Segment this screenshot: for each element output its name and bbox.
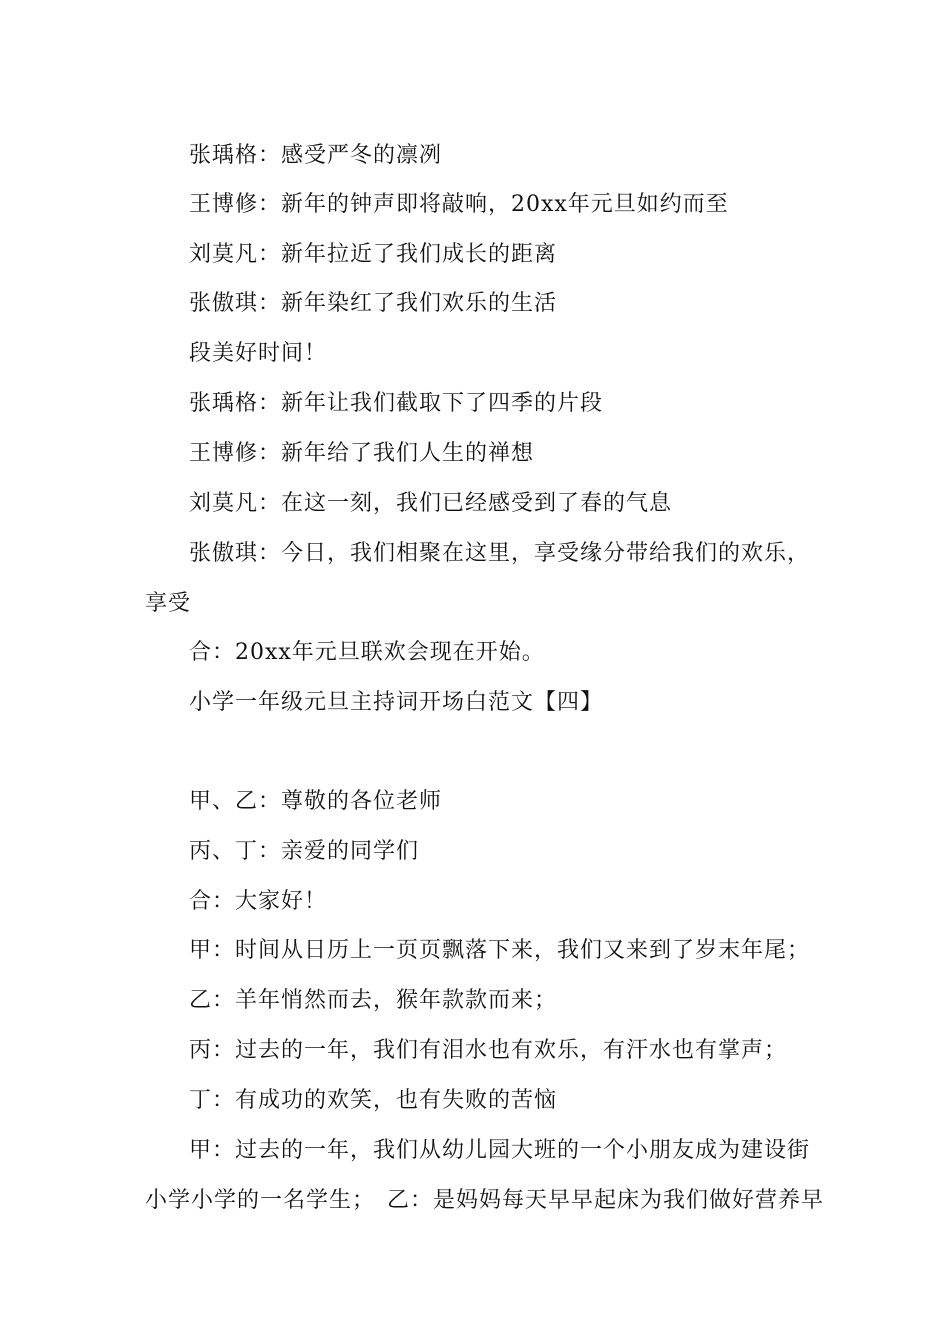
dialogue-line: 张傲琪：新年染红了我们欢乐的生活 xyxy=(189,291,558,316)
dialogue-line: 甲、乙：尊敬的各位老师 xyxy=(189,789,443,814)
dialogue-line: 张瑀格：新年让我们截取下了四季的片段 xyxy=(189,391,604,416)
dialogue-line: 乙：羊年悄然而去，猴年款款而来； xyxy=(189,988,558,1013)
dialogue-line: 刘莫凡：在这一刻，我们已经感受到了春的气息 xyxy=(189,491,673,516)
section-heading: 小学一年级元旦主持词开场白范文【四】 xyxy=(189,690,604,715)
dialogue-line: 丁：有成功的欢笑，也有失败的苦恼 xyxy=(189,1088,558,1113)
dialogue-line: 张瑀格：感受严冬的凛冽 xyxy=(189,143,443,168)
dialogue-line: 合：20xx年元旦联欢会现在开始。 xyxy=(189,640,545,665)
dialogue-line: 刘莫凡：新年拉近了我们成长的距离 xyxy=(189,242,558,267)
continuation-line: 享受 xyxy=(145,591,192,616)
dialogue-line: 王博修：新年的钟声即将敲响，20xx年元旦如约而至 xyxy=(189,192,729,217)
dialogue-line: 合：大家好！ xyxy=(189,889,328,914)
dialogue-line: 甲：过去的一年，我们从幼儿园大班的一个小朋友成为建设街 xyxy=(189,1138,811,1163)
dialogue-line: 王博修：新年给了我们人生的禅想 xyxy=(189,441,535,466)
dialogue-line: 丙、丁：亲爱的同学们 xyxy=(189,839,420,864)
dialogue-line: 张傲琪：今日，我们相聚在这里，享受缘分带给我们的欢乐， xyxy=(189,541,811,566)
continuation-line: 小学小学的一名学生； 乙：是妈妈每天早早起床为我们做好营养早 xyxy=(145,1188,825,1213)
dialogue-line: 丙：过去的一年，我们有泪水也有欢乐，有汗水也有掌声； xyxy=(189,1038,788,1063)
text-line: 段美好时间！ xyxy=(189,341,328,366)
dialogue-line: 甲：时间从日历上一页页飘落下来，我们又来到了岁末年尾； xyxy=(189,938,811,963)
